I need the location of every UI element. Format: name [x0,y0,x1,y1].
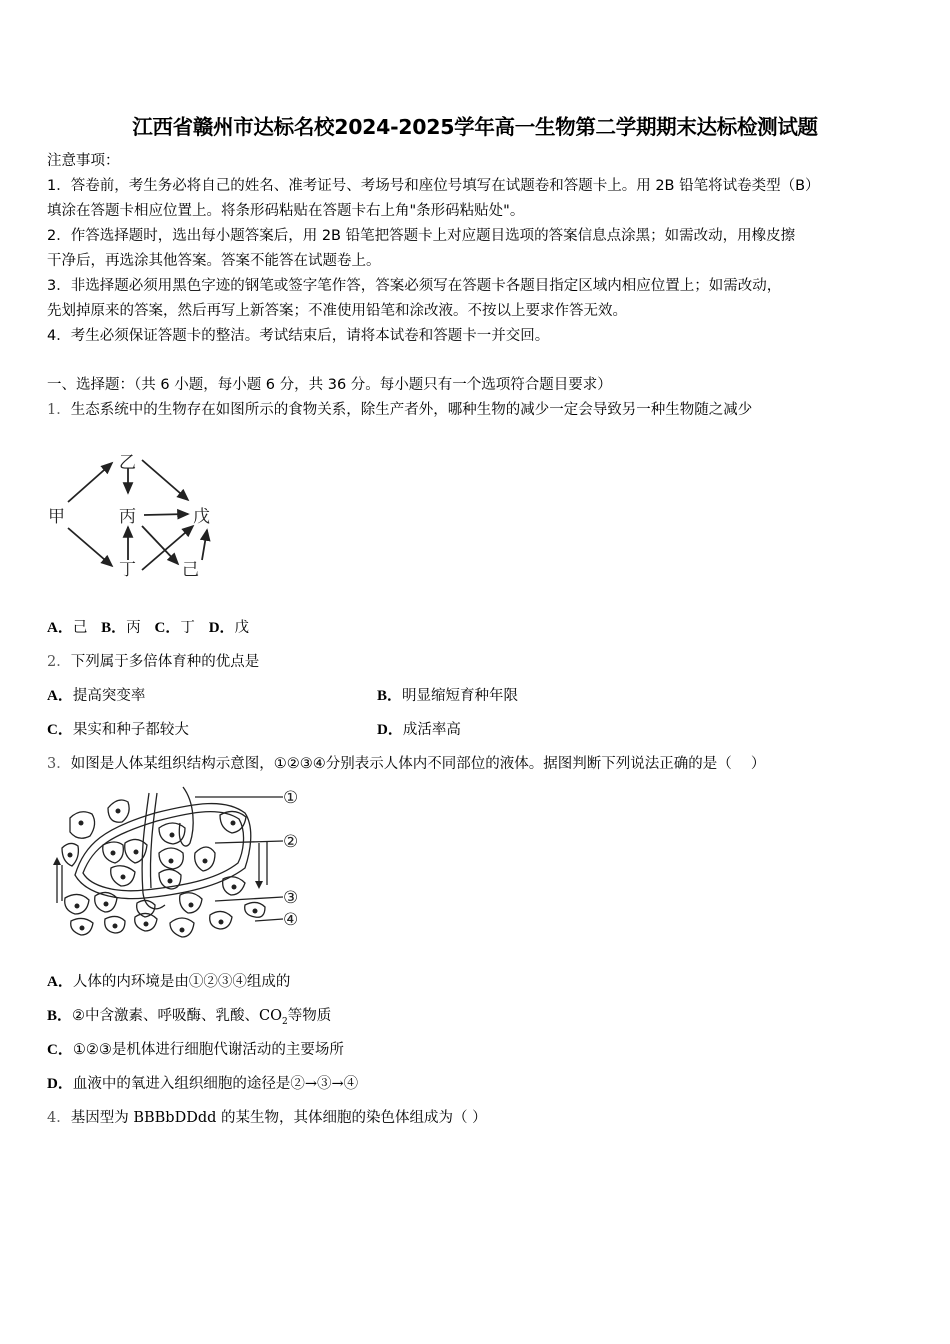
notice-line: 1．答卷前，考生务必将自己的姓名、准考证号、考场号和座位号填写在试题卷和答题卡上。用 2B 铅笔将试卷类型（B） [47,178,820,194]
page-title: 江西省赣州市达标名校2024-2025学年高一生物第二学期期末达标检测试题 [132,115,818,139]
question-1-stem [47,400,752,420]
option-d[interactable]: D．成活率高 [377,722,461,738]
question-2-stem [47,652,259,672]
option-c[interactable]: C．果实和种子都较大 [47,722,189,738]
question-text: 生态系统中的生物存在如图所示的食物关系，除生产者外，哪种生物的减少一定会导致另一种生物随之减少 [70,402,753,418]
option-a[interactable]: A．提高突变率 [47,688,146,704]
node-jia: 甲 [48,507,65,527]
node-ji: 己 [182,560,199,580]
option-a[interactable]: A．己 [47,620,88,636]
food-web-diagram [40,430,240,590]
option-b[interactable]: B．丙 [101,620,141,636]
question-1-options [47,618,249,638]
question-4-stem [47,1108,487,1128]
notice-heading: 注意事项： [47,153,120,169]
question-text: 基因型为 BBBbDDdd 的某生物，其体细胞的染色体组成为（ ） [70,1110,487,1126]
question-text: 如图是人体某组织结构示意图，①②③④分别表示人体内不同部位的液体。据图判断下列说法正确的是（ ） [70,756,766,772]
section-heading: 一、选择题：（共 6 小题，每小题 6 分，共 36 分。每小题只有一个选项符合题目要求） [47,377,612,393]
notice-line: 2．作答选择题时，选出每小题答案后，用 2B 铅笔把答题卡上对应题目选项的答案信息点涂黑；如需改动，用橡皮擦 [47,228,796,244]
notice-line: 先划掉原来的答案，然后再写上新答案；不准使用铅笔和涂改液。不按以上要求作答无效。 [47,303,627,319]
question-3-stem [47,754,765,774]
question-number: 1． [47,402,71,418]
node-ding: 丁 [119,560,136,580]
question-number: 2． [47,654,71,670]
option-d[interactable]: D．戊 [208,620,250,636]
node-bing: 丙 [119,507,136,527]
option-d[interactable]: D．血液中的氧进入组织细胞的途径是②→③→④ [47,1076,359,1092]
tissue-structure-diagram [45,783,315,938]
notice-line: 3．非选择题必须用黑色字迹的钢笔或签字笔作答，答案必须写在答题卡各题目指定区域内相应位置上；如需改动， [47,278,782,294]
notice-line: 4．考生必须保证答题卡的整洁。考试结束后，请将本试卷和答题卡一并交回。 [47,328,550,344]
notice-line: 干净后，再选涂其他答案。答案不能答在试题卷上。 [47,253,381,269]
option-b[interactable]: B．②中含激素、呼吸酶、乳酸、$CO_2$等物质 [47,1008,332,1027]
option-c[interactable]: C．①②③是机体进行细胞代谢活动的主要场所 [47,1042,344,1058]
node-yi: 乙 [119,453,136,473]
label-4: ④ [283,910,299,930]
label-1: ① [283,788,299,808]
option-c[interactable]: C．丁 [154,620,195,636]
question-number: 3． [47,756,71,772]
question-number: 4． [47,1110,71,1126]
label-3: ③ [283,888,299,908]
option-b[interactable]: B．明显缩短育种年限 [377,688,519,704]
node-wu: 戊 [193,507,210,527]
label-2: ② [283,832,299,852]
question-text: 下列属于多倍体育种的优点是 [70,654,260,670]
option-a[interactable]: A．人体的内环境是由①②③④组成的 [47,974,291,990]
notice-line: 填涂在答题卡相应位置上。将条形码粘贴在答题卡右上角"条形码粘贴处"。 [47,203,525,219]
